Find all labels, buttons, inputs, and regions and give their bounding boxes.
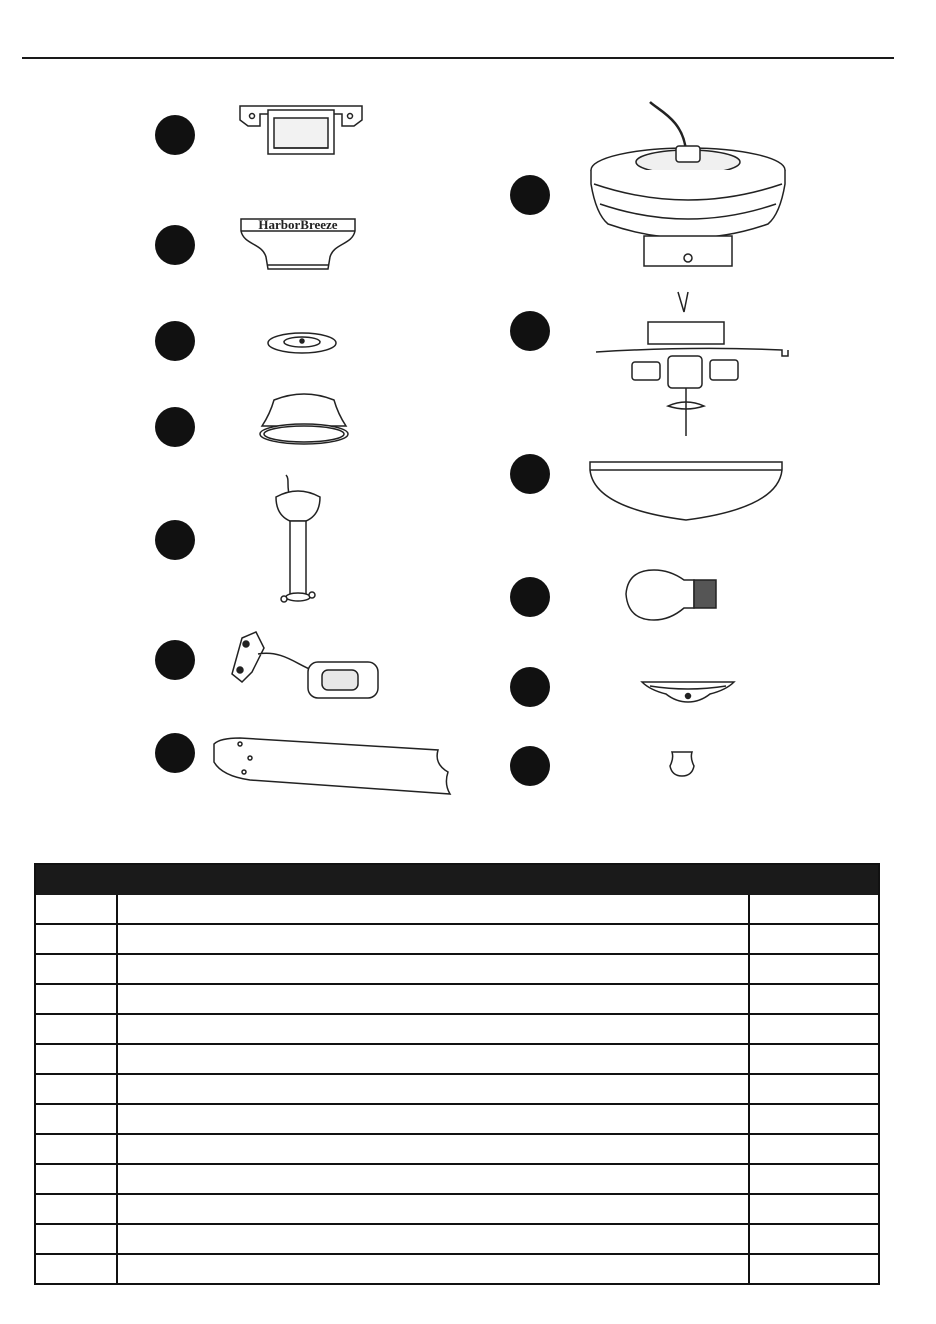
table-cell — [117, 1104, 749, 1134]
table-cell — [117, 1044, 749, 1074]
part-badge-12 — [510, 667, 550, 707]
finial-cap-illustration — [668, 750, 696, 778]
table-cell — [117, 1194, 749, 1224]
table-row — [35, 1074, 879, 1104]
motor-assembly-illustration — [588, 100, 788, 272]
table-cell — [749, 1194, 879, 1224]
table-cell — [749, 984, 879, 1014]
glass-shade-illustration — [588, 458, 784, 524]
table-cell — [749, 1134, 879, 1164]
table-cell — [749, 1104, 879, 1134]
table-cell — [117, 1074, 749, 1104]
mounting-bracket-illustration — [238, 100, 364, 160]
table-cell — [35, 1254, 117, 1284]
table-row — [35, 1014, 879, 1044]
table-cell — [117, 954, 749, 984]
header-cell — [749, 864, 879, 895]
table-cell — [749, 1044, 879, 1074]
brand-logo: HarborBreeze — [258, 217, 338, 232]
table-cell — [117, 1164, 749, 1194]
table-cell — [749, 954, 879, 984]
downrod-illustration — [268, 475, 328, 607]
part-badge-7 — [155, 733, 195, 773]
table-row — [35, 924, 879, 954]
table-row — [35, 1134, 879, 1164]
table-cell — [117, 1014, 749, 1044]
part-badge-5 — [155, 520, 195, 560]
table-cell — [35, 895, 117, 924]
table-row — [35, 1254, 879, 1284]
table-cell — [117, 895, 749, 924]
part-badge-10 — [510, 454, 550, 494]
table-cell — [35, 954, 117, 984]
parts-table — [34, 863, 880, 1285]
table-row — [35, 1044, 879, 1074]
fan-blade-illustration — [210, 736, 454, 798]
canopy-illustration — [240, 217, 356, 271]
part-badge-4 — [155, 407, 195, 447]
part-badge-8 — [510, 175, 550, 215]
header-rule — [22, 57, 894, 59]
table-row — [35, 954, 879, 984]
part-badge-9 — [510, 311, 550, 351]
table-cell — [117, 984, 749, 1014]
table-cell — [35, 1224, 117, 1254]
table-cell — [35, 1164, 117, 1194]
table-cell — [749, 1224, 879, 1254]
table-cell — [35, 1134, 117, 1164]
canopy-ring-illustration — [266, 330, 338, 356]
table-cell — [35, 1104, 117, 1134]
part-badge-13 — [510, 746, 550, 786]
table-row — [35, 895, 879, 924]
coupling-cover-illustration — [258, 390, 350, 448]
table-row — [35, 1194, 879, 1224]
finial-plate-illustration — [640, 680, 736, 706]
part-badge-2 — [155, 225, 195, 265]
led-bulb-illustration — [624, 568, 720, 624]
table-row — [35, 1104, 879, 1134]
table-row — [35, 1164, 879, 1194]
table-header-row — [35, 864, 879, 895]
table-cell — [35, 1074, 117, 1104]
table-cell — [117, 1254, 749, 1284]
table-cell — [749, 924, 879, 954]
table-cell — [749, 895, 879, 924]
table-cell — [749, 1254, 879, 1284]
part-badge-11 — [510, 577, 550, 617]
table-cell — [117, 1224, 749, 1254]
part-badge-3 — [155, 321, 195, 361]
table-cell — [117, 1134, 749, 1164]
table-row — [35, 984, 879, 1014]
table-cell — [117, 924, 749, 954]
table-row — [35, 1224, 879, 1254]
table-cell — [749, 1014, 879, 1044]
header-cell — [117, 864, 749, 895]
table-cell — [35, 1194, 117, 1224]
table-cell — [35, 984, 117, 1014]
header-cell — [35, 864, 117, 895]
table-cell — [749, 1164, 879, 1194]
table-cell — [749, 1074, 879, 1104]
table-cell — [35, 924, 117, 954]
blade-arm-illustration — [222, 630, 382, 702]
light-kit-illustration — [592, 290, 796, 440]
table-cell — [35, 1044, 117, 1074]
table-cell — [35, 1014, 117, 1044]
part-badge-1 — [155, 115, 195, 155]
part-badge-6 — [155, 640, 195, 680]
